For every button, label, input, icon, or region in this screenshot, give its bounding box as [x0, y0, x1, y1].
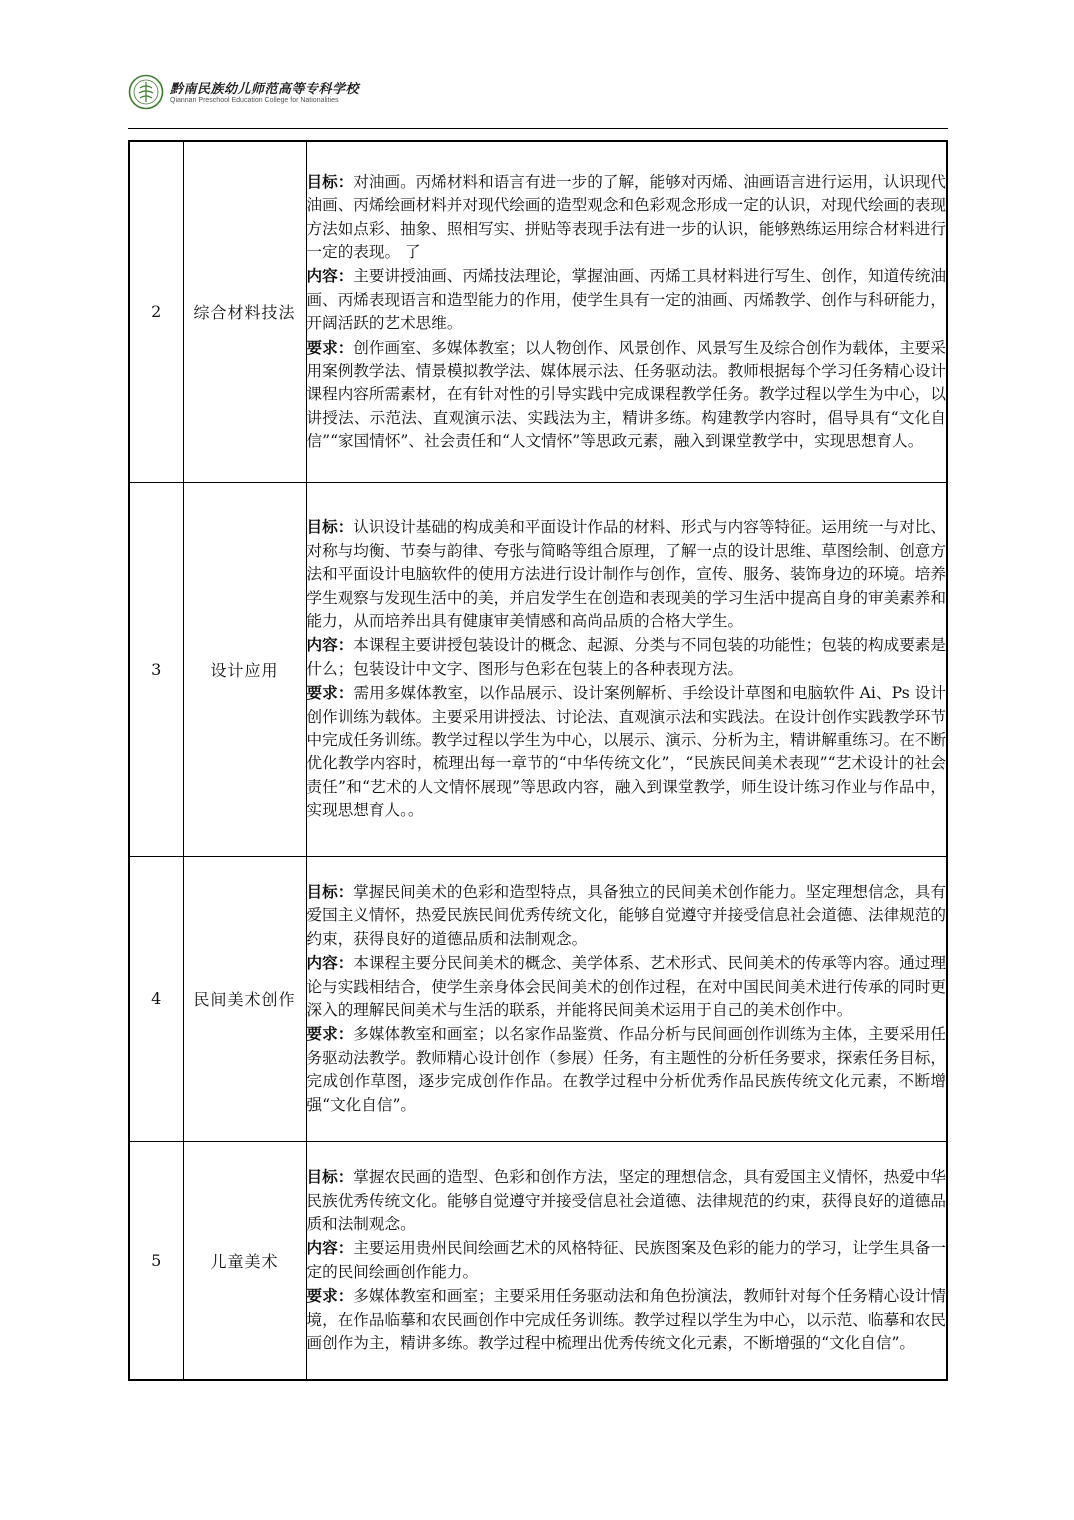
course-name: 设计应用	[183, 482, 306, 856]
content-text: 本课程主要讲授包装设计的概念、起源、分类与不同包装的功能性；包装的构成要素是什么；包装设计中文字、图形与色彩在包装上的各种表现方法。	[306, 636, 946, 678]
requirement-text: 多媒体教室和画室；以名家作品鉴赏、作品分析与民间画创作训练为主体，主要采用任务驱动法教学。教师精心设计创作（参展）任务，有主题性的分析任务要求，探索任务目标，完成创作草图，逐步完成创作作品。在教学过程中分析优秀作品民族传统文化元素，不断增强“文化自信”。	[306, 1025, 946, 1114]
course-name: 儿童美术	[183, 1141, 306, 1380]
school-name-en: Qiannan Preschool Education College for Nationalities	[170, 97, 339, 104]
school-emblem-icon	[128, 74, 164, 110]
requirement-label: 要求：	[306, 337, 354, 357]
content-label: 内容：	[306, 953, 354, 973]
school-name-cn: 黔南民族幼儿师范高等专科学校	[170, 82, 360, 97]
content-text: 主要运用贵州民间绘画艺术的风格特征、民族图案及色彩的能力的学习，让学生具备一定的民间绘画创作能力。	[306, 1239, 946, 1281]
course-name: 综合材料技法	[183, 141, 306, 482]
header-divider	[128, 128, 948, 129]
requirement-text: 创作画室、多媒体教室；以人物创作、风景创作、风景写生及综合创作为载体，主要采用案例教学法、情景模拟教学法、媒体展示法、任务驱动法。教师根据每个学习任务精心设计课程内容所需素材，在有针对性的引导实践中完成课程教学任务。教学过程以学生为中心，以讲授法、示范法、直观演示法、实践法为主，精讲多练。构建教学内容时，倡导具有“文化自信”“家国情怀”、社会责任和“人文情怀”等思政元素，融入到课堂教学中，实现思想育人。	[306, 338, 946, 451]
requirement-text: 需用多媒体教室，以作品展示、设计案例解析、手绘设计草图和电脑软件 Ai、Ps 设计创作训练为载体。主要采用讲授法、讨论法、直观演示法和实践法。在设计创作实践教学环节中完成任务训练。教学过程以学生为中心，以展示、演示、分析为主，精讲解重练习。在不断优化教学内容时，梳理出每一章节的“中华传统文化”，“民族民间美术表现”“艺术设计的社会责任”和“艺术的人文情怀展现”等思政内容，融入到课堂教学，师生设计练习作业与作品中，实现思想育人。。	[306, 684, 946, 820]
goal-label: 目标：	[306, 171, 354, 191]
goal-label: 目标：	[306, 517, 354, 537]
requirement-label: 要求：	[306, 1024, 354, 1044]
course-number: 5	[129, 1141, 183, 1380]
course-content	[307, 1236, 947, 1284]
table-row	[129, 1141, 947, 1380]
course-goal	[307, 1165, 947, 1236]
goal-label: 目标：	[306, 1167, 354, 1187]
course-description	[306, 482, 947, 856]
course-number: 4	[129, 856, 183, 1141]
course-requirement	[307, 1284, 947, 1355]
goal-text: 掌握民间美术的色彩和造型特点，具备独立的民间美术创作能力。坚定理想信念，具有爱国主义情怀，热爱民族民间优秀传统文化，能够自觉遵守并接受信息社会道德、法律规范的约束，获得良好的道德品质和法制观念。	[306, 882, 946, 948]
course-requirement	[307, 1022, 947, 1117]
content-label: 内容：	[306, 266, 354, 286]
course-requirement	[307, 681, 947, 822]
course-description	[306, 1141, 947, 1380]
course-number: 3	[129, 482, 183, 856]
course-requirement	[307, 336, 947, 454]
course-goal	[307, 170, 947, 265]
requirement-label: 要求：	[306, 1286, 354, 1306]
course-name: 民间美术创作	[183, 856, 306, 1141]
course-description	[306, 856, 947, 1141]
course-number: 2	[129, 141, 183, 482]
table-row	[129, 856, 947, 1141]
requirement-text: 多媒体教室和画室；主要采用任务驱动法和角色扮演法，教师针对每个任务精心设计情境，在作品临摹和农民画创作中完成任务训练。教学过程以学生为中心，以示范、临摹和农民画创作为主，精讲多练。教学过程中梳理出优秀传统文化元素，不断增强的“文化自信”。	[306, 1287, 946, 1352]
table-row	[129, 482, 947, 856]
course-goal	[307, 880, 947, 951]
table-row	[129, 141, 947, 482]
course-content	[307, 951, 947, 1022]
goal-text: 认识设计基础的构成美和平面设计作品的材料、形式与内容等特征。运用统一与对比、对称与均衡、节奏与韵律、夸张与简略等组合原理，了解一点的设计思维、草图绘制、创意方法和平面设计电脑软件的使用方法进行设计制作与创作，宣传、服务、装饰身边的环境。培养学生观察与发现生活中的美，并启发学生在创造和表现美的学习生活中提高自身的审美素养和能力，从而培养出具有健康审美情感和高尚品质的合格大学生。	[306, 518, 946, 630]
course-content	[307, 633, 947, 681]
requirement-label: 要求：	[306, 683, 354, 703]
course-description	[306, 141, 947, 482]
content-text: 主要讲授油画、丙烯技法理论，掌握油画、丙烯工具材料进行写生、创作，知道传统油画、丙烯表现语言和造型能力的作用，使学生具有一定的油画、丙烯教学、创作与科研能力，开阔活跃的艺术思维。	[306, 267, 946, 333]
goal-text: 掌握农民画的造型、色彩和创作方法，坚定的理想信念，具有爱国主义情怀，热爱中华民族优秀传统文化。能够自觉遵守并接受信息社会道德、法律规范的约束，获得良好的道德品质和法制观念。	[306, 1168, 946, 1233]
page-header	[128, 72, 948, 116]
goal-label: 目标：	[306, 881, 354, 901]
content-label: 内容：	[306, 1238, 354, 1258]
goal-text: 对油画。丙烯材料和语言有进一步的了解，能够对丙烯、油画语言进行运用，认识现代油画、丙烯绘画材料并对现代绘画的造型观念和色彩观念形成一定的认识，对现代绘画的表现方法如点彩、抽象、照相写实、拼贴等表现手法有进一步的认识，能够熟练运用综合材料进行一定的表现。 了	[306, 172, 946, 262]
course-content	[307, 264, 947, 335]
course-goal	[307, 515, 947, 633]
curriculum-table	[128, 140, 948, 1381]
content-label: 内容：	[306, 635, 354, 655]
content-text: 本课程主要分民间美术的概念、美学体系、艺术形式、民间美术的传承等内容。通过理论与实践相结合，使学生亲身体会民间美术的创作过程，在对中国民间美术进行传承的同时更深入的理解民间美术与生活的联系，并能将民间美术运用于自己的美术创作中。	[306, 954, 946, 1019]
